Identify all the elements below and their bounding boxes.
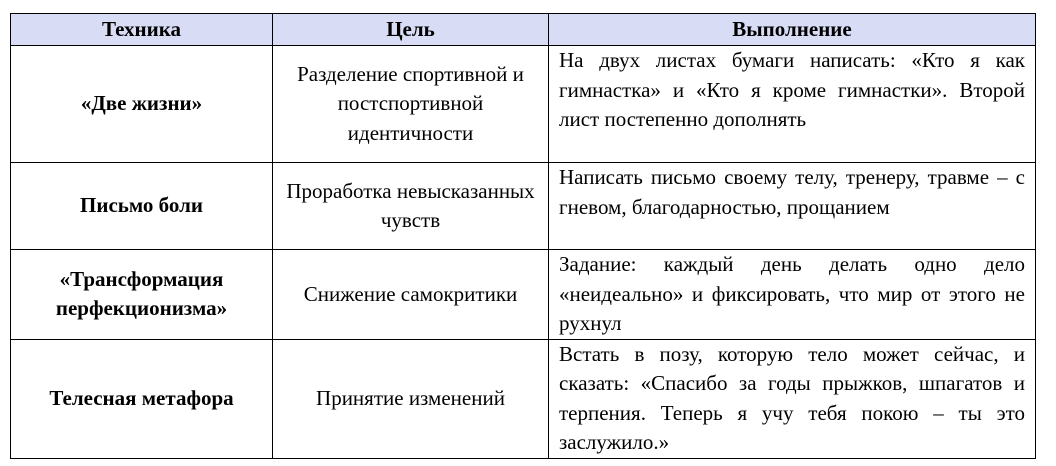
execution-cell: Написать письмо своему телу, тренеру, травме – с гневом, благодарностью, прощанием xyxy=(549,163,1036,250)
goal-cell: Принятие изменений xyxy=(273,339,549,458)
table-row xyxy=(11,46,1036,163)
execution-cell: Встать в позу, которую тело может сейчас, и сказать: «Спасибо за годы прыжков, шпагатов и терпения. Теперь я учу тебя покою – ты это заслужило.» xyxy=(549,339,1036,458)
table-row xyxy=(11,339,1036,458)
execution-cell: На двух листах бумаги написать: «Кто я как гимнастка» и «Кто я кроме гимнастки». Второй лист постепенно дополнять xyxy=(549,46,1036,163)
goal-cell: Разделение спортивной и постспортивной идентичности xyxy=(273,46,549,163)
header-technique: Техника xyxy=(11,14,273,46)
table-header xyxy=(11,14,1036,46)
header-goal: Цель xyxy=(273,14,549,46)
goal-cell: Снижение самокритики xyxy=(273,250,549,340)
table-row xyxy=(11,250,1036,340)
goal-cell: Проработка невысказанных чувств xyxy=(273,163,549,250)
header-execution: Выполнение xyxy=(549,14,1036,46)
execution-cell: Задание: каждый день делать одно дело «неидеально» и фиксировать, что мир от этого не рухнул xyxy=(549,250,1036,340)
table-row xyxy=(11,163,1036,250)
techniques-table xyxy=(10,13,1036,459)
technique-cell: Письмо боли xyxy=(11,163,273,250)
header-row xyxy=(11,14,1036,46)
table-body xyxy=(11,46,1036,459)
technique-cell: «Две жизни» xyxy=(11,46,273,163)
technique-cell: Телесная метафора xyxy=(11,339,273,458)
technique-cell: «Трансформация перфекционизма» xyxy=(11,250,273,340)
